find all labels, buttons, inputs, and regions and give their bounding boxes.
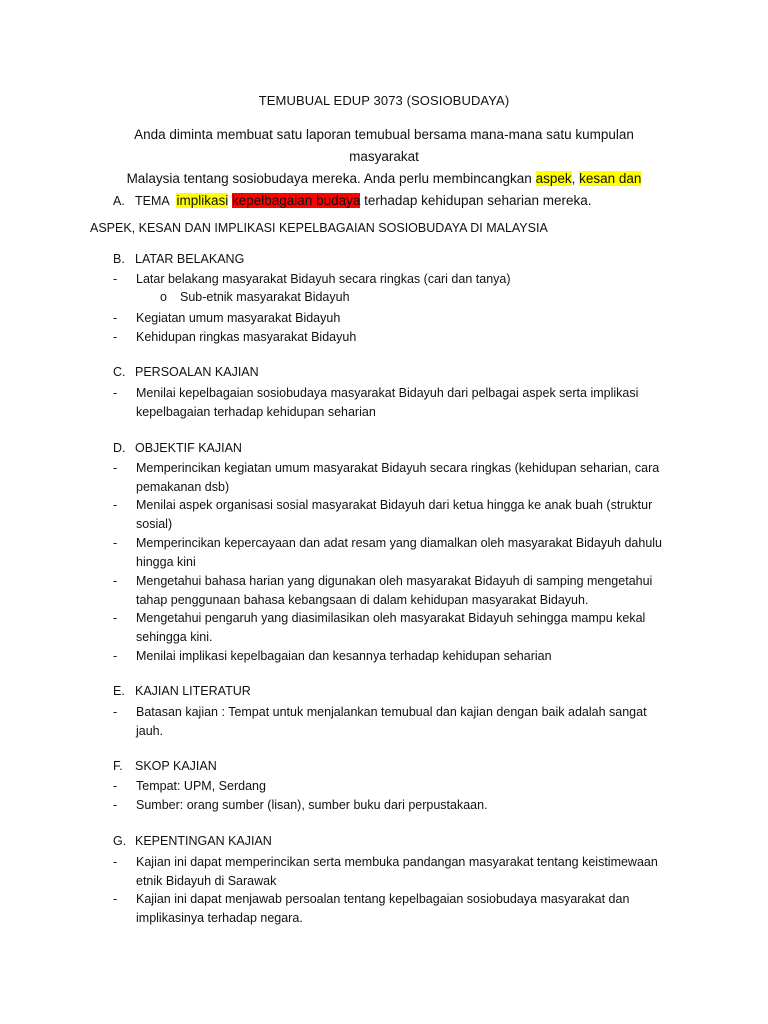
- list-item: [113, 853, 663, 891]
- section-letter: E.: [113, 684, 125, 698]
- section-letter: D.: [113, 441, 126, 455]
- section-title: SKOP KAJIAN: [135, 759, 217, 773]
- section-letter: C.: [113, 365, 126, 379]
- bullet-dash: -: [113, 798, 118, 812]
- bullet-dash: -: [113, 386, 118, 400]
- list-item-text: Latar belakang masyarakat Bidayuh secara ringkas (cari dan tanya): [136, 272, 511, 286]
- list-item: [113, 309, 663, 328]
- highlight-implikasi: implikasi: [176, 193, 229, 208]
- list-item-text: sehingga kini.: [136, 630, 213, 644]
- list-item-text: Memperincikan kepercayaan dan adat resam yang diamalkan oleh masyarakat Bidayuh dahulu: [136, 536, 663, 550]
- section-c-heading: [113, 365, 259, 379]
- list-item-text: etnik Bidayuh di Sarawak: [136, 874, 277, 888]
- highlight-aspek: aspek: [535, 171, 572, 186]
- list-item-text: kepelbagaian terhadap kehidupan seharian: [136, 405, 376, 419]
- section-title: KAJIAN LITERATUR: [135, 684, 251, 698]
- list-item-text: tahap penggunaan bahasa kebangsaan di dalam kehidupan masyarakat Bidayuh.: [136, 593, 589, 607]
- bullet-dash: -: [113, 536, 118, 550]
- list-item-text: Kajian ini dapat menjawab persoalan tentang kepelbagaian sosiobudaya masyarakat dan: [136, 892, 630, 906]
- section-letter: A.: [113, 194, 125, 208]
- intro-comma: ,: [571, 171, 580, 186]
- list-item: [113, 647, 663, 666]
- list-item-text: Batasan kajian : Tempat untuk menjalankan temubual dan kajian dengan baik adalah sangat: [136, 705, 647, 719]
- intro-paragraph: [100, 124, 668, 212]
- list-item: [113, 270, 663, 289]
- section-letter: F.: [113, 759, 123, 773]
- list-item: [113, 496, 663, 534]
- section-g-heading: [113, 834, 272, 848]
- section-letter: G.: [113, 834, 127, 848]
- list-item: [113, 384, 663, 422]
- list-item-text: Menilai kepelbagaian sosiobudaya masyarakat Bidayuh dari pelbagai aspek serta implikasi: [136, 386, 639, 400]
- list-item: [113, 572, 663, 610]
- list-item-text: pemakanan dsb): [136, 480, 230, 494]
- list-item: [113, 328, 663, 347]
- list-item-text: hingga kini: [136, 555, 196, 569]
- document-title: TEMUBUAL EDUP 3073 (SOSIOBUDAYA): [258, 93, 510, 108]
- list-item-text: Menilai aspek organisasi sosial masyarakat Bidayuh dari ketua hingga ke anak buah (struktur: [136, 498, 653, 512]
- theme-subtitle: ASPEK, KESAN DAN IMPLIKASI KEPELBAGAIAN SOSIOBUDAYA DI MALAYSIA: [90, 221, 548, 235]
- list-item: [113, 777, 663, 796]
- bullet-dash: -: [113, 649, 118, 663]
- list-item-text: Mengetahui bahasa harian yang digunakan oleh masyarakat Bidayuh di samping mengetahui: [136, 574, 653, 588]
- bullet-dash: -: [113, 855, 118, 869]
- highlight-kesan: kesan dan: [579, 171, 642, 186]
- list-item-text: Kegiatan umum masyarakat Bidayuh: [136, 311, 341, 325]
- list-item: [113, 459, 663, 497]
- section-d-heading: [113, 441, 242, 455]
- list-item-text: Menilai implikasi kepelbagaian dan kesannya terhadap kehidupan seharian: [136, 649, 552, 663]
- sub-list-item-text: Sub-etnik masyarakat Bidayuh: [180, 290, 350, 304]
- section-title: KEPENTINGAN KAJIAN: [135, 834, 272, 848]
- bullet-dash: -: [113, 705, 118, 719]
- list-item-text: Memperincikan kegiatan umum masyarakat Bidayuh secara ringkas (kehidupan seharian, cara: [136, 461, 660, 475]
- bullet-dash: -: [113, 272, 118, 286]
- section-a-heading: [113, 194, 170, 208]
- sub-list-item: [160, 290, 350, 304]
- section-letter: B.: [113, 252, 125, 266]
- bullet-dash: -: [113, 330, 118, 344]
- section-b-heading: [113, 252, 244, 266]
- list-item: [113, 703, 663, 741]
- highlight-kepelbagaian: kepelbagaian budaya: [232, 193, 361, 208]
- section-title: PERSOALAN KAJIAN: [135, 365, 259, 379]
- list-item-text: implikasinya terhadap negara.: [136, 911, 303, 925]
- list-item-text: Kajian ini dapat memperincikan serta membuka pandangan masyarakat tentang keistimewaan: [136, 855, 658, 869]
- list-item-text: jauh.: [136, 724, 164, 738]
- bullet-dash: -: [113, 461, 118, 475]
- section-title: TEMA: [135, 194, 170, 208]
- list-item: [113, 890, 663, 928]
- bullet-dash: -: [113, 611, 118, 625]
- bullet-circle: o: [160, 290, 167, 304]
- bullet-dash: -: [113, 779, 118, 793]
- list-item-text: sosial): [136, 517, 173, 531]
- bullet-dash: -: [113, 498, 118, 512]
- section-title: LATAR BELAKANG: [135, 252, 245, 266]
- section-f-heading: [113, 759, 217, 773]
- intro-line-1: Anda diminta membuat satu laporan temubual bersama mana-mana satu kumpulan masyarakat: [134, 127, 634, 164]
- section-e-heading: [113, 684, 251, 698]
- list-item: [113, 534, 663, 572]
- intro-line-2: Malaysia tentang sosiobudaya mereka. Anda perlu membincangkan: [126, 171, 536, 186]
- list-item-text: Sumber: orang sumber (lisan), sumber buku dari perpustakaan.: [136, 798, 488, 812]
- bullet-dash: -: [113, 574, 118, 588]
- bullet-dash: -: [113, 892, 118, 906]
- intro-line-3: terhadap kehidupan seharian mereka.: [360, 193, 592, 208]
- list-item-text: Mengetahui pengaruh yang diasimilasikan oleh masyarakat Bidayuh sehingga mampu kekal: [136, 611, 646, 625]
- section-title: OBJEKTIF KAJIAN: [135, 441, 242, 455]
- list-item: [113, 796, 663, 815]
- list-item-text: Tempat: UPM, Serdang: [136, 779, 266, 793]
- bullet-dash: -: [113, 311, 118, 325]
- list-item-text: Kehidupan ringkas masyarakat Bidayuh: [136, 330, 357, 344]
- list-item: [113, 609, 663, 647]
